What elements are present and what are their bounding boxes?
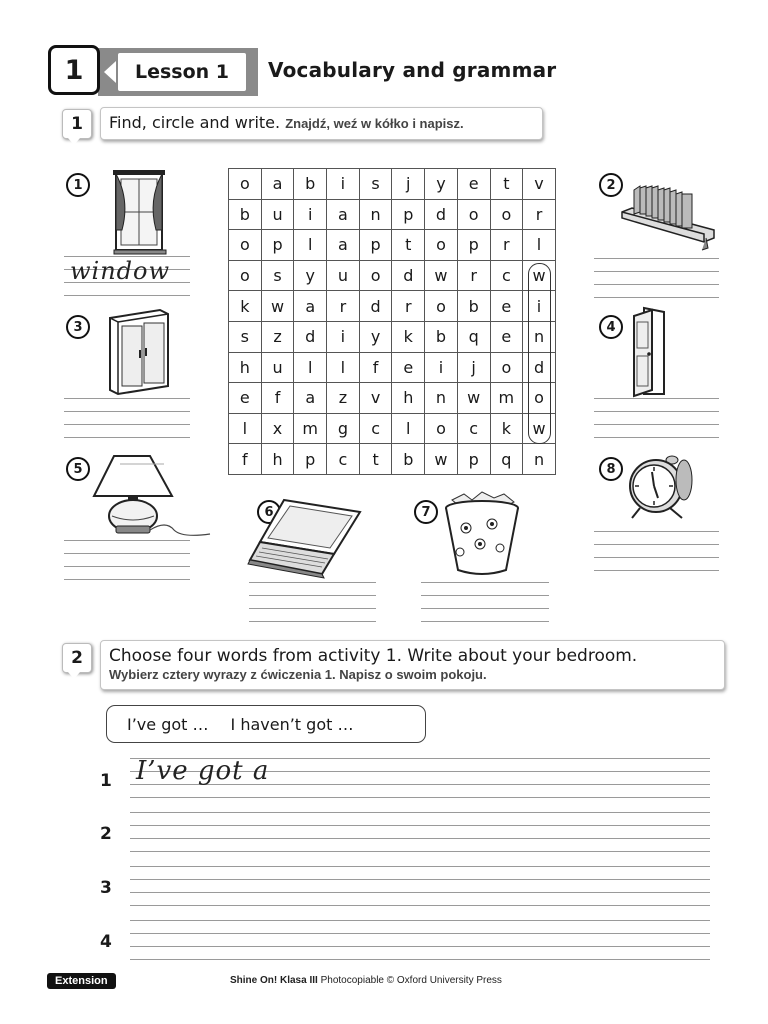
word-search-cell[interactable]: h	[261, 444, 294, 475]
activity-1-number: 1	[62, 109, 92, 139]
word-search-cell[interactable]: r	[327, 291, 360, 322]
word-search-cell[interactable]: f	[261, 383, 294, 414]
word-search-cell[interactable]: u	[261, 352, 294, 383]
word-search-cell[interactable]: z	[327, 383, 360, 414]
word-search-cell[interactable]: d	[294, 321, 327, 352]
word-search-cell[interactable]: o	[425, 291, 458, 322]
word-search-cell[interactable]: b	[425, 321, 458, 352]
word-search-cell[interactable]: x	[261, 413, 294, 444]
picture-3-number: 3	[66, 315, 90, 339]
word-search-cell[interactable]: a	[327, 230, 360, 261]
word-search-row	[229, 352, 556, 383]
word-search-cell[interactable]: o	[425, 230, 458, 261]
door-icon	[630, 306, 670, 398]
word-search-cell[interactable]: n	[425, 383, 458, 414]
word-search-cell[interactable]: e	[457, 169, 490, 200]
row-1-number: 1	[100, 771, 112, 791]
word-search-cell[interactable]: i	[523, 291, 556, 322]
word-search-cell[interactable]: a	[294, 291, 327, 322]
word-search-cell[interactable]: b	[392, 444, 425, 475]
word-search-cell[interactable]: o	[490, 352, 523, 383]
footer-book-title: Shine On! Klasa III	[230, 975, 318, 986]
picture-2-writing-lines	[594, 258, 719, 298]
row-2-writing-lines[interactable]	[130, 812, 710, 852]
word-search-cell[interactable]: e	[392, 352, 425, 383]
word-search-cell[interactable]: k	[229, 291, 262, 322]
word-search-cell[interactable]: m	[294, 413, 327, 444]
wardrobe-icon	[106, 308, 172, 396]
window-icon	[112, 170, 168, 256]
row-1-answer: I’ve got a	[136, 756, 270, 786]
word-search-cell[interactable]: b	[294, 169, 327, 200]
word-search-cell[interactable]: d	[425, 199, 458, 230]
word-search-cell[interactable]: i	[425, 352, 458, 383]
word-search-cell[interactable]: y	[359, 321, 392, 352]
row-2-number: 2	[100, 824, 112, 844]
word-search-cell[interactable]: a	[294, 383, 327, 414]
word-search-row	[229, 383, 556, 414]
word-search-cell[interactable]: i	[327, 169, 360, 200]
bookshelf-icon	[620, 182, 716, 252]
word-search-cell[interactable]: s	[229, 321, 262, 352]
word-search-row	[229, 260, 556, 291]
word-search-cell[interactable]: n	[359, 199, 392, 230]
word-search-cell[interactable]: c	[457, 413, 490, 444]
word-search-cell[interactable]: p	[392, 199, 425, 230]
activity-1-instruction-pl: Znajdź, weź w kółko i napisz.	[285, 116, 464, 131]
activity-2-instruction-pl: Wybierz cztery wyrazy z ćwiczenia 1. Napisz o swoim pokoju.	[109, 667, 487, 682]
word-search-cell[interactable]: b	[229, 199, 262, 230]
word-search-cell[interactable]: w	[425, 260, 458, 291]
word-search-cell[interactable]: p	[261, 230, 294, 261]
word-search-cell[interactable]: u	[261, 199, 294, 230]
word-search-row	[229, 230, 556, 261]
word-search-cell[interactable]: z	[261, 321, 294, 352]
word-search-cell[interactable]: w	[523, 260, 556, 291]
lesson-label: Lesson 1	[118, 53, 246, 91]
lamp-icon	[94, 450, 212, 538]
activity-1-instruction: Find, circle and write.	[109, 113, 281, 132]
word-search-cell[interactable]: r	[392, 291, 425, 322]
picture-5-writing-lines	[64, 540, 190, 580]
activity-2-instruction-box	[100, 640, 725, 690]
extension-badge: Extension	[47, 973, 116, 989]
word-search-cell[interactable]: o	[490, 199, 523, 230]
word-search-row	[229, 321, 556, 352]
picture-6-writing-lines	[249, 582, 376, 622]
footer-copyright: Photocopiable © Oxford University Press	[320, 975, 502, 986]
word-search-cell[interactable]: f	[359, 352, 392, 383]
phrase-i-havent-got: I haven’t got …	[230, 714, 354, 734]
word-search-cell[interactable]: y	[294, 260, 327, 291]
word-search-cell[interactable]: w	[425, 444, 458, 475]
word-search-row	[229, 169, 556, 200]
picture-2-number: 2	[599, 173, 623, 197]
word-search-cell[interactable]: j	[457, 352, 490, 383]
word-search-cell[interactable]: w	[457, 383, 490, 414]
picture-3-writing-lines	[64, 398, 190, 438]
picture-7-number: 7	[414, 500, 438, 524]
activity-2-number: 2	[62, 643, 92, 673]
word-search-cell[interactable]: r	[457, 260, 490, 291]
word-search-cell[interactable]: n	[523, 321, 556, 352]
word-search-cell[interactable]: n	[523, 444, 556, 475]
word-search-cell[interactable]: p	[294, 444, 327, 475]
word-search-cell[interactable]: p	[359, 230, 392, 261]
word-search-cell[interactable]: l	[294, 230, 327, 261]
word-search-cell[interactable]: r	[490, 230, 523, 261]
word-search-cell[interactable]: o	[359, 260, 392, 291]
word-search-cell[interactable]: s	[359, 169, 392, 200]
word-search-cell[interactable]: h	[229, 352, 262, 383]
picture-8-number: 8	[599, 457, 623, 481]
word-search-cell[interactable]: r	[523, 199, 556, 230]
word-search-cell[interactable]: c	[359, 413, 392, 444]
picture-8-writing-lines	[594, 531, 719, 571]
unit-number-badge: 1	[48, 45, 100, 95]
word-search-cell[interactable]: q	[490, 444, 523, 475]
word-search-cell[interactable]: t	[359, 444, 392, 475]
word-search-cell[interactable]: f	[229, 444, 262, 475]
laptop-icon	[248, 494, 366, 578]
word-search-cell[interactable]: v	[359, 383, 392, 414]
activity-1-instruction-box	[100, 107, 543, 140]
activity-2-instruction: Choose four words from activity 1. Write about your bedroom.	[109, 646, 638, 666]
word-search-cell[interactable]: t	[490, 169, 523, 200]
word-search-cell[interactable]: l	[229, 413, 262, 444]
footer-credit	[230, 975, 502, 986]
phrase-box	[106, 705, 426, 743]
word-search-cell[interactable]: p	[457, 230, 490, 261]
picture-1-number: 1	[66, 173, 90, 197]
word-search-row	[229, 199, 556, 230]
word-search-cell[interactable]: w	[523, 413, 556, 444]
word-search-cell[interactable]: c	[490, 260, 523, 291]
word-search-cell[interactable]: b	[457, 291, 490, 322]
picture-1-answer: window	[70, 257, 171, 285]
word-search-cell[interactable]: i	[294, 199, 327, 230]
word-search-cell[interactable]: j	[392, 169, 425, 200]
word-search-cell[interactable]: a	[261, 169, 294, 200]
word-search-cell[interactable]: e	[490, 321, 523, 352]
picture-4-writing-lines	[594, 398, 719, 438]
phrase-ive-got: I’ve got …	[127, 714, 209, 734]
word-search-cell[interactable]: o	[523, 383, 556, 414]
word-search-cell[interactable]: l	[294, 352, 327, 383]
word-search-cell[interactable]: i	[327, 321, 360, 352]
word-search-cell[interactable]: m	[490, 383, 523, 414]
picture-5-number: 5	[66, 457, 90, 481]
wastebasket-icon	[442, 492, 522, 576]
word-search-cell[interactable]: v	[523, 169, 556, 200]
row-3-writing-lines[interactable]	[130, 866, 710, 906]
word-search-cell[interactable]: o	[229, 260, 262, 291]
picture-4-number: 4	[599, 315, 623, 339]
word-search-cell[interactable]: s	[261, 260, 294, 291]
row-4-writing-lines[interactable]	[130, 920, 710, 960]
word-search-cell[interactable]: c	[327, 444, 360, 475]
word-search-cell[interactable]: e	[229, 383, 262, 414]
word-search-cell[interactable]: o	[229, 230, 262, 261]
word-search-cell[interactable]: w	[261, 291, 294, 322]
word-search-cell[interactable]: k	[490, 413, 523, 444]
word-search-cell[interactable]: u	[327, 260, 360, 291]
alarm-clock-icon	[626, 452, 696, 522]
word-search-cell[interactable]: o	[229, 169, 262, 200]
row-3-number: 3	[100, 878, 112, 898]
lesson-tab-notch	[104, 61, 116, 83]
word-search-cell[interactable]: h	[392, 383, 425, 414]
word-search-cell[interactable]: l	[523, 230, 556, 261]
word-search-cell[interactable]: t	[392, 230, 425, 261]
word-search-cell[interactable]: y	[425, 169, 458, 200]
word-search-cell[interactable]: k	[392, 321, 425, 352]
picture-6-number: 6	[257, 500, 281, 524]
word-search-cell[interactable]: q	[457, 321, 490, 352]
section-title: Vocabulary and grammar	[268, 58, 557, 82]
word-search-cell[interactable]: g	[327, 413, 360, 444]
word-search-cell[interactable]: o	[457, 199, 490, 230]
word-search-cell[interactable]: a	[327, 199, 360, 230]
circled-word-window	[528, 263, 551, 444]
word-search-cell[interactable]: d	[359, 291, 392, 322]
word-search-row	[229, 444, 556, 475]
row-4-number: 4	[100, 932, 112, 952]
word-search-cell[interactable]: d	[392, 260, 425, 291]
word-search-cell[interactable]: p	[457, 444, 490, 475]
word-search-row	[229, 413, 556, 444]
word-search-grid[interactable]	[228, 168, 556, 475]
word-search-cell[interactable]: l	[327, 352, 360, 383]
word-search-row	[229, 291, 556, 322]
word-search-cell[interactable]: e	[490, 291, 523, 322]
picture-7-writing-lines	[421, 582, 549, 622]
word-search-cell[interactable]: d	[523, 352, 556, 383]
word-search-cell[interactable]: l	[392, 413, 425, 444]
word-search-cell[interactable]: o	[425, 413, 458, 444]
